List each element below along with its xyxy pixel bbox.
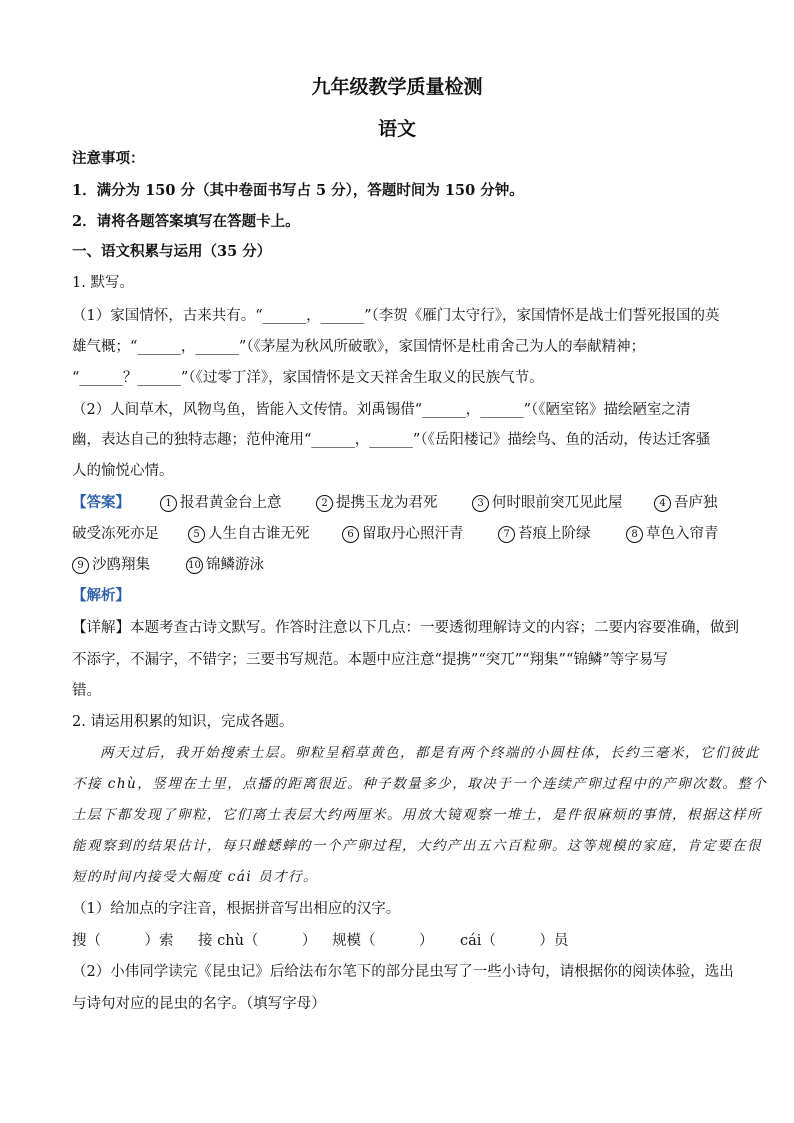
answer-number: 8 [626, 526, 643, 543]
question-1-stem: 1. 默写。 [72, 275, 134, 291]
answer-text: 留取丹心照汗青 [362, 526, 464, 542]
passage-line-3: 土层下都发现了卵粒，它们离土表层大约两厘米。用放大镜观察一堆土，是件很麻烦的事情，根据这样所 [72, 807, 762, 823]
document-title: 九年级教学质量检测 [311, 76, 483, 98]
answer-text: 何时眼前突兀见此屋 [492, 495, 623, 511]
subject-title: 语文 [377, 118, 416, 140]
answer-item-1 [160, 493, 282, 513]
answer-number: 7 [498, 526, 515, 543]
passage-line-1: 两天过后，我开始搜索土层。卵粒呈稻草黄色，都是有两个终端的小圆柱体，长约三毫米，它们彼此 [100, 745, 760, 761]
answer-text: 草色入帘青 [646, 526, 719, 542]
answer-item-8 [626, 524, 719, 544]
question-1-part1-line2: 雄气概；“______，______”（《茅屋为秋风所破歌》，家国情怀是杜甫舍己为人的奉献精神； [72, 339, 646, 355]
answer-number: 5 [188, 526, 205, 543]
passage-line-5: 短的时间内接受大幅度 cái 员才行。 [72, 869, 319, 885]
answer-item-10 [186, 555, 264, 575]
question-1-part2-line2: 幽，表达自己的独特志趣；范仲淹用“______，______”（《岳阳楼记》描绘鸟、鱼的活动，传达迁客骚 [72, 432, 711, 448]
answer-number: 1 [160, 495, 177, 512]
answer-text: 吾庐独 [674, 495, 718, 511]
answer-item-5 [188, 524, 310, 544]
answer-item-2 [316, 493, 438, 513]
detail-line-2: 不添字，不漏字，不错字；三要书写规范。本题中应注意“提携”“突兀”“翔集”“锦鳞”等字易写 [72, 652, 668, 668]
answer-text: 锦鳞游泳 [206, 557, 264, 573]
answer-tag: 【答案】 [72, 494, 130, 511]
answer-item-6 [342, 524, 464, 544]
fill-item-3: 规模（ ） [332, 933, 434, 949]
answer-item-9 [72, 555, 150, 575]
answer-text: 沙鸥翔集 [92, 557, 150, 573]
answer-item-7 [498, 524, 591, 544]
question-1-part1-line1: （1）家国情怀，古来共有。“______，______”（李贺《雁门太守行》，家国情怀是战士们誓死报国的英 [72, 308, 720, 324]
answer-number: 6 [342, 526, 359, 543]
analysis-tag: 【解析】 [72, 587, 130, 604]
question-2-sub1: （1）给加点的字注音，根据拼音写出相应的汉字。 [72, 901, 401, 917]
question-2-sub2-line1: （2）小伟同学读完《昆虫记》后给法布尔笔下的部分昆虫写了一些小诗句，请根据你的阅读体验，选出 [72, 964, 734, 980]
answer-item-4-continued: 破受冻死亦足 [72, 526, 159, 542]
answer-text: 人生自古谁无死 [208, 526, 310, 542]
answer-item-3 [472, 493, 623, 513]
passage-line-4: 能观察到的结果估计，每只雌蟋蟀的一个产卵过程，大约产出五六百粒卵。这等规模的家庭，肯定要在很 [72, 838, 762, 854]
detail-line-1: 【详解】本题考查古诗文默写。作答时注意以下几点：一要透彻理解诗文的内容；二要内容要准确，做到 [72, 620, 739, 636]
answer-item-4 [654, 493, 718, 513]
answer-text: 提携玉龙为君死 [336, 495, 438, 511]
question-1-part2-line3: 人的愉悦心情。 [72, 463, 174, 479]
question-2-sub2-line2: 与诗句对应的昆虫的名字。（填写字母） [72, 996, 326, 1012]
detail-line-3: 错。 [72, 683, 101, 699]
answer-text: 报君黄金台上意 [180, 495, 282, 511]
passage-line-2: 不接 chù，竖埋在土里，点播的距离很近。种子数量多少，取决于一个连续产卵过程中的产卵次数。整个 [72, 776, 768, 792]
fill-item-2: 接 chù（ ） [198, 933, 317, 949]
fill-item-4: cái（ ）员 [460, 933, 569, 949]
notice-heading: 注意事项： [72, 150, 145, 167]
answer-number: 4 [654, 495, 671, 512]
notice-item-2: 2．请将各题答案填写在答题卡上。 [72, 213, 300, 230]
question-2-stem: 2. 请运用积累的知识，完成各题。 [72, 714, 294, 730]
question-1-part1-line3: “______？______”（《过零丁洋》，家国情怀是文天祥舍生取义的民族气节。 [72, 370, 544, 386]
answer-number: 2 [316, 495, 333, 512]
notice-item-1: 1．满分为 150 分（其中卷面书写占 5 分），答题时间为 150 分钟。 [72, 182, 524, 199]
answer-number: 10 [186, 557, 203, 574]
question-1-part2-line1: （2）人间草木，风物鸟鱼，皆能入文传情。刘禹锡借“______，______”（《陋室铭》描绘陋室之清 [72, 402, 691, 418]
fill-item-1: 搜（ ）索 [72, 933, 174, 949]
section-1-heading: 一、语文积累与运用（35 分） [72, 243, 272, 260]
answer-text: 苔痕上阶绿 [518, 526, 591, 542]
answer-number: 9 [72, 557, 89, 574]
answer-number: 3 [472, 495, 489, 512]
